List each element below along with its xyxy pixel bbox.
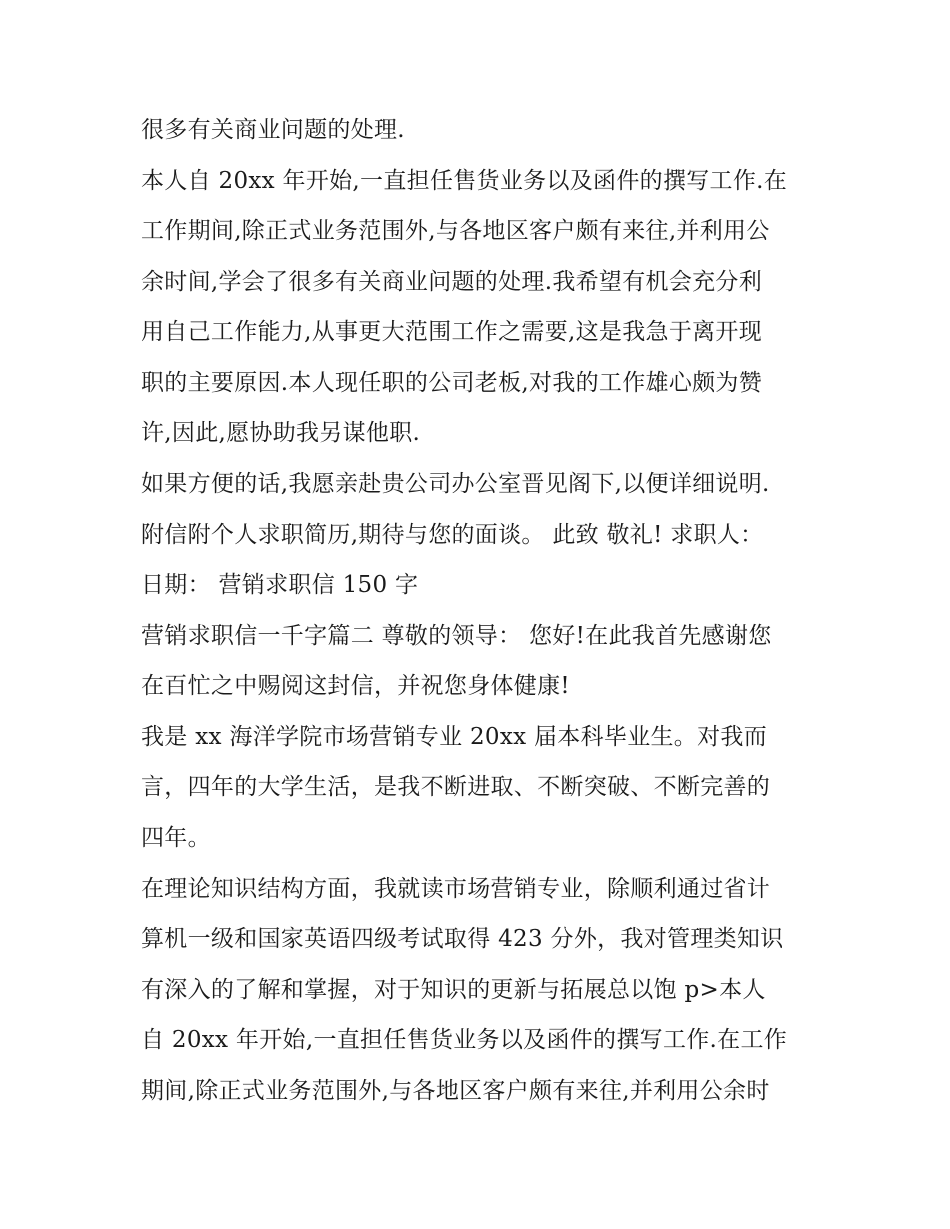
text-line: 自 20xx 年开始,一直担任售货业务以及函件的撰写工作.在工作 [141,1027,788,1053]
text-line: 期间,除正式业务范围外,与各地区客户颇有来往,并利用公余时 [141,1078,770,1104]
text-line: 许,因此,愿协助我另谋他职. [141,420,421,446]
text-line: 职的主要原因.本人现任职的公司老板,对我的工作雄心颇为赞 [141,370,763,396]
text-line: 很多有关商业问题的处理. [141,117,405,143]
text-line: 余时间,学会了很多有关商业问题的处理.我希望有机会充分利 [141,269,763,295]
text-line: 用自己工作能力,从事更大范围工作之需要,这是我急于离开现 [141,319,763,345]
text-line: 日期： 营销求职信 150 字 [141,572,419,598]
text-line: 附信附个人求职简历,期待与您的面谈。 此致 敬礼! 求职人： [141,522,764,548]
text-line: 四年。 [141,825,211,851]
text-line: 工作期间,除正式业务范围外,与各地区客户颇有来往,并利用公 [141,218,770,244]
text-line: 如果方便的话,我愿亲赴贵公司办公室晋见阁下,以便详细说明. [141,471,770,497]
text-line: 我是 xx 海洋学院市场营销专业 20xx 届本科毕业生。对我而 [141,724,767,750]
text-line: 营销求职信一千字篇二 尊敬的领导： 您好!在此我首先感谢您 [141,623,772,649]
text-line: 有深入的了解和掌握，对于知识的更新与拓展总以饱 p>本人 [141,977,766,1003]
text-line: 在百忙之中赐阅这封信，并祝您身体健康! [141,673,570,699]
text-line: 算机一级和国家英语四级考试取得 423 分外，我对管理类知识 [141,926,784,952]
text-line: 言，四年的大学生活，是我不断进取、不断突破、不断完善的 [141,774,771,800]
text-line: 本人自 20xx 年开始,一直担任售货业务以及函件的撰写工作.在 [141,168,788,194]
text-line: 在理论知识结构方面，我就读市场营销专业，除顺利通过省计 [141,876,771,902]
